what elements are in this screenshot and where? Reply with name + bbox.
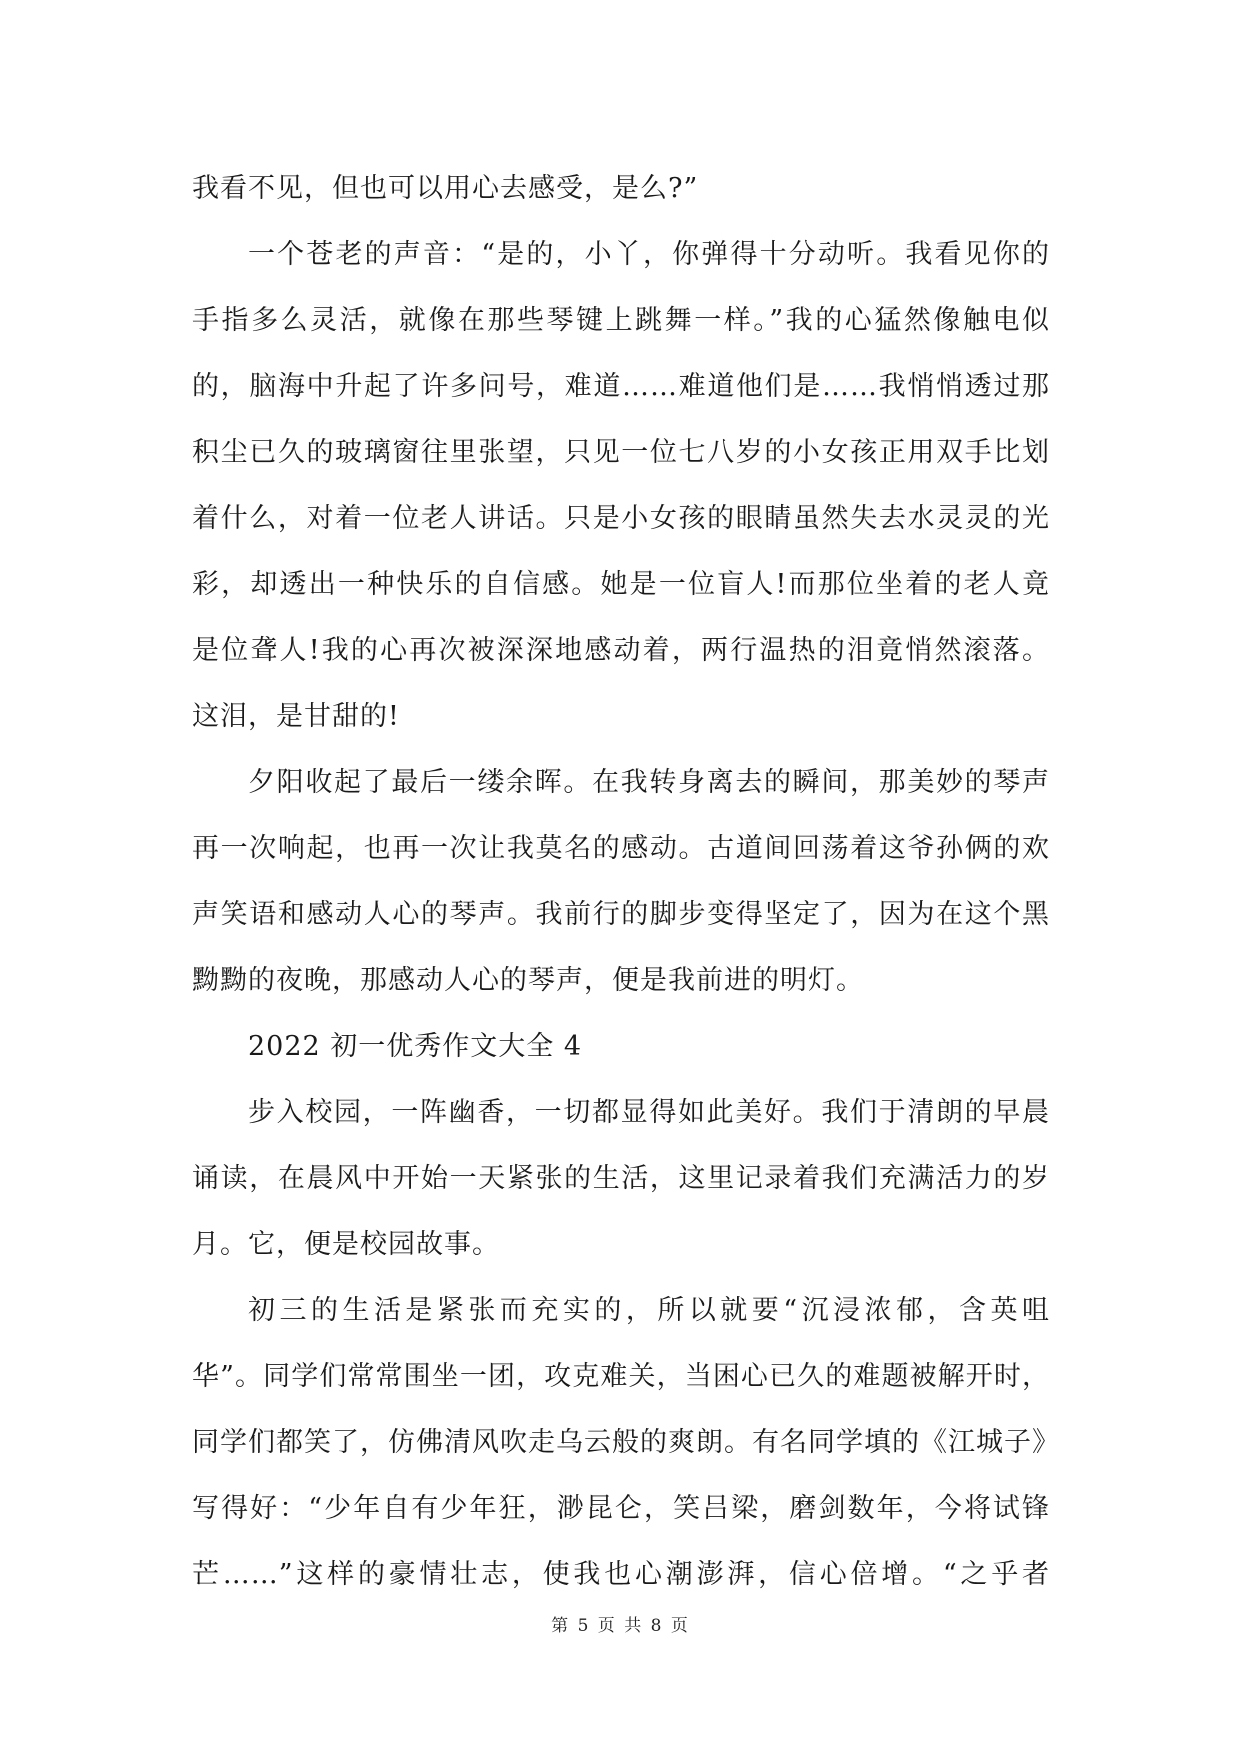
text-line: 彩，却透出一种快乐的自信感。她是一位盲人!而那位坐着的老人竟 — [192, 569, 1050, 600]
text-line: 夕阳收起了最后一缕余晖。在我转身离去的瞬间，那美妙的琴声 — [248, 767, 1050, 798]
text-line: 的，脑海中升起了许多问号，难道……难道他们是……我悄悄透过那 — [192, 371, 1050, 402]
text-line: 声笑语和感动人心的琴声。我前行的脚步变得坚定了，因为在这个黑 — [192, 899, 1050, 930]
text-line: 芒……”这样的豪情壮志，使我也心潮澎湃，信心倍增。“之乎者 — [192, 1559, 1050, 1590]
text-line: 黝黝的夜晚，那感动人心的琴声，便是我前进的明灯。 — [192, 965, 864, 996]
text-line: 着什么，对着一位老人讲话。只是小女孩的眼睛虽然失去水灵灵的光 — [192, 503, 1050, 534]
text-line: 同学们都笑了，仿佛清风吹走乌云般的爽朗。有名同学填的《江城子》 — [192, 1427, 1060, 1458]
text-line: 一个苍老的声音：“是的，小丫，你弹得十分动听。我看见你的 — [248, 239, 1050, 270]
section-heading: 2022 初一优秀作文大全 4 — [248, 1031, 583, 1062]
text-line: 手指多么灵活，就像在那些琴键上跳舞一样。”我的心猛然像触电似 — [192, 305, 1050, 336]
text-line: 写得好：“少年自有少年狂，渺昆仑，笑吕梁，磨剑数年，今将试锋 — [192, 1493, 1050, 1524]
page-number-footer: 第 5 页 共 8 页 — [551, 1616, 690, 1636]
text-line: 我看不见，但也可以用心去感受，是么?” — [192, 173, 699, 204]
text-line: 是位聋人!我的心再次被深深地感动着，两行温热的泪竟悄然滚落。 — [192, 635, 1050, 666]
text-line: 诵读，在晨风中开始一天紧张的生活，这里记录着我们充满活力的岁 — [192, 1163, 1050, 1194]
text-line: 初三的生活是紧张而充实的，所以就要“沉浸浓郁，含英咀 — [248, 1295, 1050, 1326]
text-line: 积尘已久的玻璃窗往里张望，只见一位七八岁的小女孩正用双手比划 — [192, 437, 1050, 468]
text-line: 再一次响起，也再一次让我莫名的感动。古道间回荡着这爷孙俩的欢 — [192, 833, 1050, 864]
text-line: 这泪，是甘甜的! — [192, 701, 400, 732]
text-line: 步入校园，一阵幽香，一切都显得如此美好。我们于清朗的早晨 — [248, 1097, 1050, 1128]
text-line: 华”。同学们常常围坐一团，攻克难关，当困心已久的难题被解开时， — [192, 1361, 1050, 1392]
document-body — [192, 156, 1060, 1608]
text-line: 月。它，便是校园故事。 — [192, 1229, 500, 1260]
